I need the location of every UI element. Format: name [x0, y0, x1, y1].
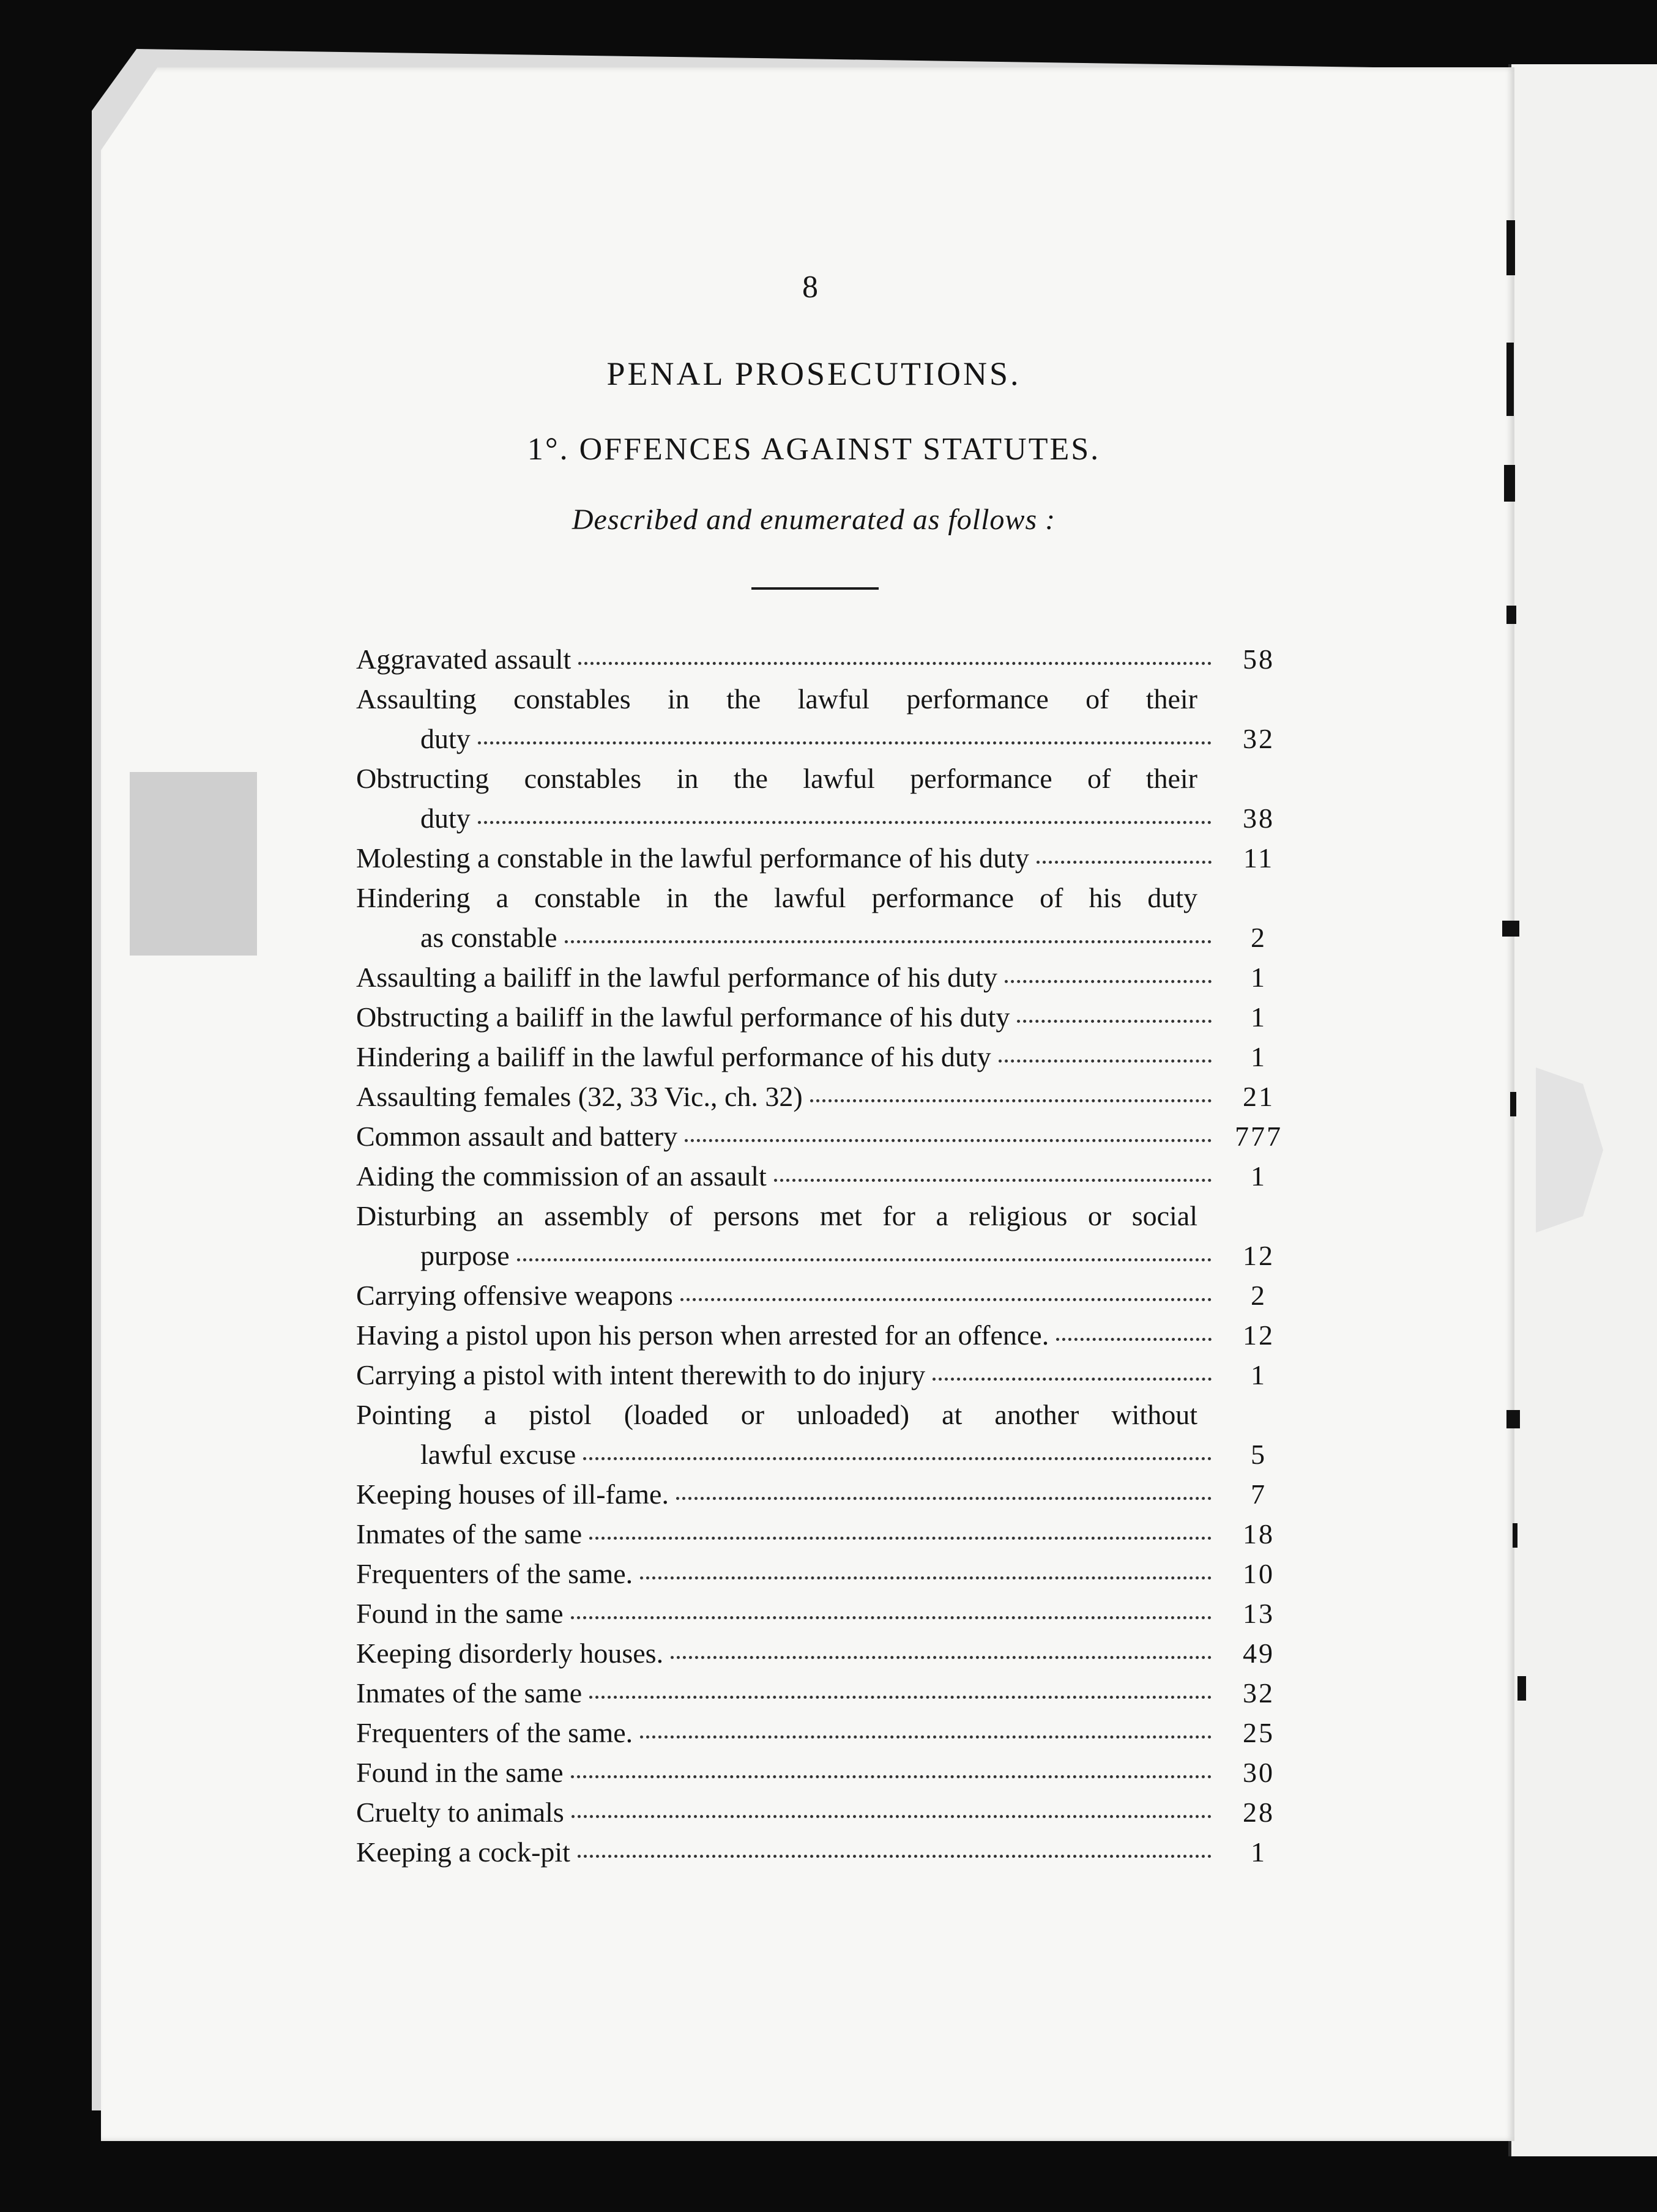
list-item — [356, 1673, 1298, 1713]
offence-label: Found in the same — [356, 1757, 564, 1788]
offence-count: 777 — [1235, 1121, 1283, 1152]
offence-count: 18 — [1243, 1518, 1275, 1550]
offence-count: 12 — [1243, 1240, 1275, 1271]
list-item — [356, 1196, 1298, 1275]
list-item — [356, 878, 1298, 957]
offence-count: 7 — [1251, 1479, 1267, 1510]
binding-mark — [1506, 1410, 1520, 1428]
dot-leader — [640, 1729, 1212, 1739]
offence-label: Carrying a pistol with intent therewith to do injury — [356, 1359, 926, 1390]
offence-label: Keeping disorderly houses. — [356, 1638, 664, 1669]
page-number: 8 — [802, 270, 818, 305]
offence-count: 58 — [1243, 644, 1275, 675]
list-item — [356, 679, 1298, 759]
dot-leader — [565, 934, 1212, 943]
binding-mark — [1517, 1676, 1526, 1701]
dot-leader — [1005, 974, 1212, 983]
list-item — [356, 1355, 1298, 1395]
offence-label: Carrying offensive weapons — [356, 1280, 673, 1311]
list-item — [356, 1514, 1298, 1554]
binding-mark — [1506, 220, 1515, 275]
list-item — [356, 1713, 1298, 1753]
offence-count: 32 — [1243, 723, 1275, 754]
offence-count: 1 — [1251, 1001, 1267, 1033]
list-item — [356, 759, 1298, 838]
binding-mark — [1510, 1092, 1516, 1116]
dot-leader — [685, 1133, 1212, 1142]
dot-leader — [517, 1252, 1212, 1261]
dot-leader — [680, 1292, 1212, 1301]
page-tab-shadow — [130, 772, 257, 956]
dot-leader — [578, 1849, 1212, 1858]
offence-label: Obstructing constables in the lawful performance of their — [356, 763, 1197, 794]
list-item — [356, 1832, 1298, 1872]
offence-label: Assaulting a bailiff in the lawful performance of his duty — [356, 962, 997, 993]
dot-leader — [1056, 1332, 1212, 1341]
offence-count: 38 — [1243, 803, 1275, 834]
dot-leader — [1037, 855, 1212, 864]
offence-count: 49 — [1243, 1638, 1275, 1669]
list-item — [356, 1275, 1298, 1315]
offence-count: 2 — [1251, 922, 1267, 953]
offence-count: 28 — [1243, 1797, 1275, 1828]
offence-label: Aiding the commission of an assault — [356, 1160, 767, 1192]
offence-label: Hindering a constable in the lawful performance of his duty — [356, 882, 1197, 913]
offence-label: Aggravated assault — [356, 644, 572, 675]
offence-count: 13 — [1243, 1598, 1275, 1629]
dot-leader — [671, 1650, 1212, 1659]
offence-label: Inmates of the same — [356, 1677, 583, 1709]
dot-leader — [1017, 1014, 1212, 1023]
list-item — [356, 1474, 1298, 1514]
offence-label: duty — [420, 723, 471, 754]
list-item — [356, 1594, 1298, 1633]
list-item — [356, 838, 1298, 878]
dot-leader — [583, 1451, 1212, 1460]
offence-count: 1 — [1251, 1836, 1267, 1868]
offence-count: 1 — [1251, 1359, 1267, 1390]
list-item — [356, 1315, 1298, 1355]
list-item — [356, 1037, 1298, 1077]
offence-count: 25 — [1243, 1717, 1275, 1748]
dot-leader — [774, 1173, 1212, 1182]
offence-label: Molesting a constable in the lawful performance of his duty — [356, 842, 1029, 874]
list-item — [356, 1753, 1298, 1792]
binding-mark — [1513, 1523, 1517, 1548]
offence-label: Keeping a cock-pit — [356, 1836, 570, 1868]
binding-mark — [1506, 606, 1516, 624]
offence-label: as constable — [420, 922, 557, 953]
dot-leader — [999, 1053, 1212, 1063]
offence-list — [356, 639, 1298, 1872]
offence-count: 10 — [1243, 1558, 1275, 1589]
dot-leader — [478, 815, 1212, 824]
offence-label: Common assault and battery — [356, 1121, 678, 1152]
offence-label: duty — [420, 803, 471, 834]
dot-leader — [810, 1093, 1212, 1102]
list-item — [356, 1156, 1298, 1196]
list-item — [356, 1554, 1298, 1594]
dot-leader — [589, 1690, 1212, 1699]
offence-label: Frequenters of the same. — [356, 1558, 633, 1589]
dot-leader — [676, 1491, 1212, 1500]
offence-label: Assaulting females (32, 33 Vic., ch. 32) — [356, 1081, 803, 1112]
list-item — [356, 639, 1298, 679]
offence-label: Cruelty to animals — [356, 1797, 564, 1828]
offence-count: 1 — [1251, 1041, 1267, 1072]
offence-label: Obstructing a bailiff in the lawful performance of his duty — [356, 1001, 1010, 1033]
section-description: Described and enumerated as follows : — [572, 503, 1056, 536]
binding-mark — [1506, 343, 1514, 416]
page-title: PENAL PROSECUTIONS. — [606, 355, 1021, 392]
list-item — [356, 997, 1298, 1037]
dot-leader — [478, 735, 1212, 744]
dot-leader — [578, 656, 1212, 665]
offence-count: 2 — [1251, 1280, 1267, 1311]
offence-label: lawful excuse — [420, 1439, 576, 1470]
offence-label: Hindering a bailiff in the lawful performance of his duty — [356, 1041, 991, 1072]
list-item — [356, 1116, 1298, 1156]
binding-mark — [1502, 921, 1519, 937]
dot-leader — [933, 1371, 1212, 1381]
offence-count: 30 — [1243, 1757, 1275, 1788]
offence-count: 21 — [1243, 1081, 1275, 1112]
list-item — [356, 1633, 1298, 1673]
offence-label: Having a pistol upon his person when arrested for an offence. — [356, 1319, 1049, 1351]
dot-leader — [640, 1570, 1212, 1579]
offence-count: 1 — [1251, 1160, 1267, 1192]
offence-count: 5 — [1251, 1439, 1267, 1470]
offence-label: Inmates of the same — [356, 1518, 583, 1550]
offence-count: 11 — [1243, 842, 1275, 874]
offence-label: Pointing a pistol (loaded or unloaded) at another without — [356, 1399, 1197, 1430]
offence-label: purpose — [420, 1240, 510, 1271]
offence-label: Assaulting constables in the lawful performance of their — [356, 683, 1197, 714]
list-item — [356, 1077, 1298, 1116]
dot-leader — [572, 1809, 1212, 1818]
offence-count: 1 — [1251, 962, 1267, 993]
list-item — [356, 1792, 1298, 1832]
dot-leader — [571, 1769, 1212, 1778]
section-heading: 1°. OFFENCES AGAINST STATUTES. — [527, 432, 1101, 467]
dot-leader — [571, 1610, 1212, 1619]
binding-mark — [1504, 465, 1515, 502]
dot-leader — [589, 1531, 1212, 1540]
offence-count: 32 — [1243, 1677, 1275, 1709]
offence-label: Found in the same — [356, 1598, 564, 1629]
list-item — [356, 1395, 1298, 1474]
offence-label: Frequenters of the same. — [356, 1717, 633, 1748]
offence-count: 12 — [1243, 1319, 1275, 1351]
divider — [751, 587, 879, 590]
offence-label: Disturbing an assembly of persons met for a religious or social — [356, 1200, 1197, 1231]
offence-label: Keeping houses of ill-fame. — [356, 1479, 669, 1510]
list-item — [356, 957, 1298, 997]
